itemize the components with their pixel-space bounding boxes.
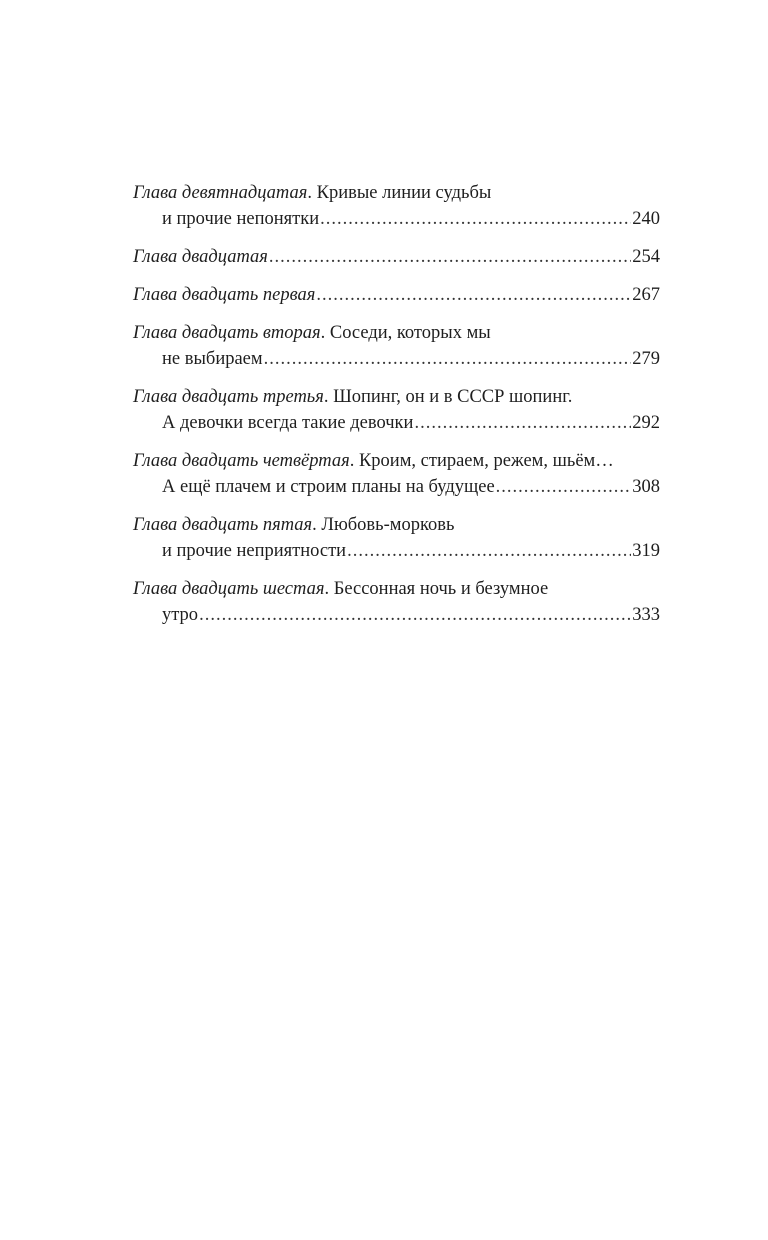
chapter-title: . Любовь-морковь bbox=[312, 515, 455, 535]
toc-entry-continuation-line bbox=[133, 410, 660, 436]
toc-entry-continuation-line bbox=[133, 474, 660, 500]
page-number: 279 bbox=[632, 349, 660, 369]
dot-leader bbox=[414, 410, 631, 436]
dot-leader bbox=[496, 474, 632, 500]
toc-entry-title-line bbox=[133, 320, 660, 346]
page-number: 240 bbox=[632, 209, 660, 229]
table-of-contents bbox=[133, 180, 660, 640]
toc-entry bbox=[133, 244, 660, 270]
dot-leader bbox=[264, 346, 632, 372]
toc-entry-title-line bbox=[133, 180, 660, 206]
toc-entry bbox=[133, 320, 660, 372]
toc-entry-continuation-line bbox=[133, 538, 660, 564]
page-number: 292 bbox=[632, 413, 660, 433]
chapter-title-continuation: не выбираем bbox=[162, 349, 263, 369]
toc-entry-continuation-line bbox=[133, 346, 660, 372]
chapter-title: . Кривые линии судьбы bbox=[307, 183, 492, 203]
chapter-title-continuation: А девочки всегда такие девочки bbox=[162, 413, 414, 433]
chapter-label: Глава двадцать пятая bbox=[133, 515, 313, 535]
dot-leader bbox=[347, 538, 631, 564]
toc-entry-title-line bbox=[133, 576, 660, 602]
chapter-label: Глава двадцать четвёртая bbox=[133, 451, 350, 471]
dot-leader bbox=[320, 206, 631, 232]
toc-entry-continuation-line bbox=[133, 602, 660, 628]
page-number: 333 bbox=[632, 605, 660, 625]
toc-entry-title-line bbox=[133, 512, 660, 538]
page-number: 319 bbox=[632, 541, 660, 561]
chapter-title: . Бессонная ночь и безумное bbox=[324, 579, 549, 599]
page-number: 267 bbox=[632, 285, 660, 305]
dot-leader bbox=[316, 282, 631, 308]
page-number: 254 bbox=[632, 247, 660, 267]
toc-entry bbox=[133, 512, 660, 564]
chapter-title-continuation: и прочие неприятности bbox=[162, 541, 347, 561]
chapter-title: . Шопинг, он и в СССР шопинг. bbox=[323, 387, 573, 407]
dot-leader bbox=[269, 244, 631, 270]
toc-entry bbox=[133, 282, 660, 308]
chapter-label: Глава двадцать шестая bbox=[133, 579, 325, 599]
page-number: 308 bbox=[632, 477, 660, 497]
toc-entry-title-line bbox=[133, 244, 660, 270]
chapter-title-continuation: и прочие непонятки bbox=[162, 209, 320, 229]
chapter-title-continuation: А ещё плачем и строим планы на будущее bbox=[162, 477, 495, 497]
chapter-label: Глава двадцатая bbox=[133, 247, 268, 267]
chapter-title: . Кроим, стираем, режем, шьём… bbox=[349, 451, 614, 471]
toc-entry-title-line bbox=[133, 448, 660, 474]
dot-leader bbox=[199, 602, 631, 628]
toc-entry bbox=[133, 576, 660, 628]
chapter-label: Глава девятнадцатая bbox=[133, 183, 308, 203]
chapter-label: Глава двадцать третья bbox=[133, 387, 324, 407]
chapter-title-continuation: утро bbox=[162, 605, 199, 625]
toc-entry bbox=[133, 180, 660, 232]
toc-entry bbox=[133, 448, 660, 500]
toc-entry-title-line bbox=[133, 282, 660, 308]
chapter-title: . Соседи, которых мы bbox=[320, 323, 491, 343]
toc-entry-continuation-line bbox=[133, 206, 660, 232]
toc-entry-title-line bbox=[133, 384, 660, 410]
chapter-label: Глава двадцать вторая bbox=[133, 323, 321, 343]
toc-entry bbox=[133, 384, 660, 436]
chapter-label: Глава двадцать первая bbox=[133, 285, 316, 305]
